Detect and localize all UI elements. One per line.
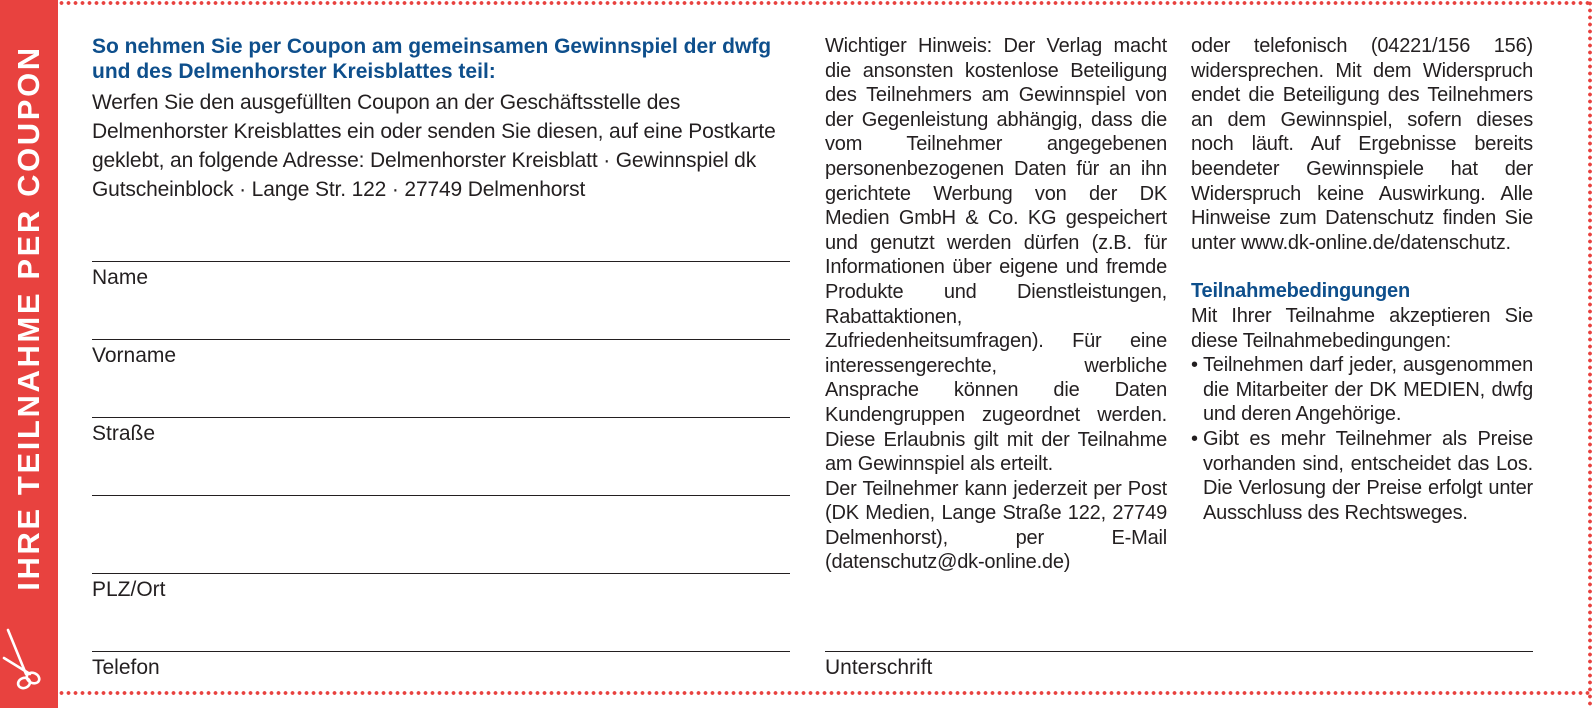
name-label: Name xyxy=(92,266,149,289)
objection-paragraph-continued: oder telefonisch (04221/156 156) widersprechen. Mit dem Widerspruch endet die Beteiligung des Teilnehmers an dem Gewinnspiel, sofern dieses noch läuft. Auf Ergebnisse bereits beendeter Gewinnspiele hat der Widerspruch keine Auswirkung. Alle Hinweise zum Datenschutz finden Sie unter www.dk-online.de/datenschutz. xyxy=(1191,35,1533,254)
conditions-title: Teilnahmebedingungen xyxy=(1191,280,1410,303)
telefon-field[interactable] xyxy=(92,651,790,679)
vorname-label: Vorname xyxy=(92,344,177,367)
blank-field[interactable] xyxy=(92,495,790,496)
privacy-notice-paragraph: Wichtiger Hinweis: Der Verlag macht die ansonsten kostenlose Beteiligung des Teilnehmers am Gewinnspiel von der Gegenleistung abhängig, dass die vom Teilnehmer angegebenen personenbezogenen Daten für an ihn gerichtete Werbung von der DK Medien GmbH & Co. KG gespeichert und genutzt werden dürfen (z.B. für Informationen über eigene und fremde Produkte und Dienstleistungen, Rabattaktionen, Zufriedenheitsumfragen). Für eine interessengerechte, werbliche Ansprache können die Daten Kundengruppen zugeordnet werden. Diese Erlaubnis gilt mit der Teilnahme am Gewinnspiel als erteilt. xyxy=(825,35,1167,476)
strasse-field[interactable] xyxy=(92,417,790,445)
plz-ort-label: PLZ/Ort xyxy=(92,578,166,601)
conditions-list xyxy=(1191,353,1533,525)
conditions-column xyxy=(1191,34,1533,525)
objection-paragraph: Der Teilnehmer kann jederzeit per Post (DK Medien, Lange Straße 122, 27749 Delmenhorst), per E-Mail (datenschutz@dk-online.de) xyxy=(825,477,1167,574)
conditions-intro: Mit Ihrer Teilnahme akzeptieren Sie diese Teilnahmebedingungen: xyxy=(1191,304,1533,352)
cut-line-right xyxy=(1587,0,1592,708)
signature-label: Unterschrift xyxy=(825,656,933,679)
scissors-icon xyxy=(2,628,46,690)
telefon-label: Telefon xyxy=(92,656,160,679)
signature-field[interactable] xyxy=(825,651,1533,679)
name-field[interactable] xyxy=(92,261,790,289)
list-item: • Gibt es mehr Teilnehmer als Preise vorhanden sind, entscheidet das Los. Die Verlosung der Preise erfolgt unter Ausschluss des Rechtsweges. xyxy=(1191,427,1533,524)
vorname-field[interactable] xyxy=(92,339,790,367)
cut-line-top xyxy=(58,0,1592,6)
coupon-sidebar xyxy=(0,0,58,708)
privacy-notice-column xyxy=(825,34,1167,575)
list-item: • Teilnehmen darf jeder, ausgenommen die Mitarbeiter der DK MEDIEN, dwfg und deren Angehörige. xyxy=(1191,354,1533,426)
strasse-label: Straße xyxy=(92,422,156,445)
sidebar-title: IHRE TEILNAHME PER COUPON xyxy=(11,45,46,591)
plz-ort-field[interactable] xyxy=(92,573,790,601)
cut-line-bottom xyxy=(58,690,1592,696)
coupon-instructions: Werfen Sie den ausgefüllten Coupon an der Geschäftsstelle des Delmenhorster Kreisblattes ein oder senden Sie diesen, auf eine Postkarte geklebt, an folgende Adresse: Delmenhorster Kreisblatt · Gewinnspiel dk Gutscheinblock · Lange Str. 122 · 27749 Delmenhorst xyxy=(92,91,776,201)
coupon-heading: So nehmen Sie per Coupon am gemeinsamen Gewinnspiel der dwfg und des Delmenhorster Kreisblattes teil: xyxy=(92,35,772,83)
